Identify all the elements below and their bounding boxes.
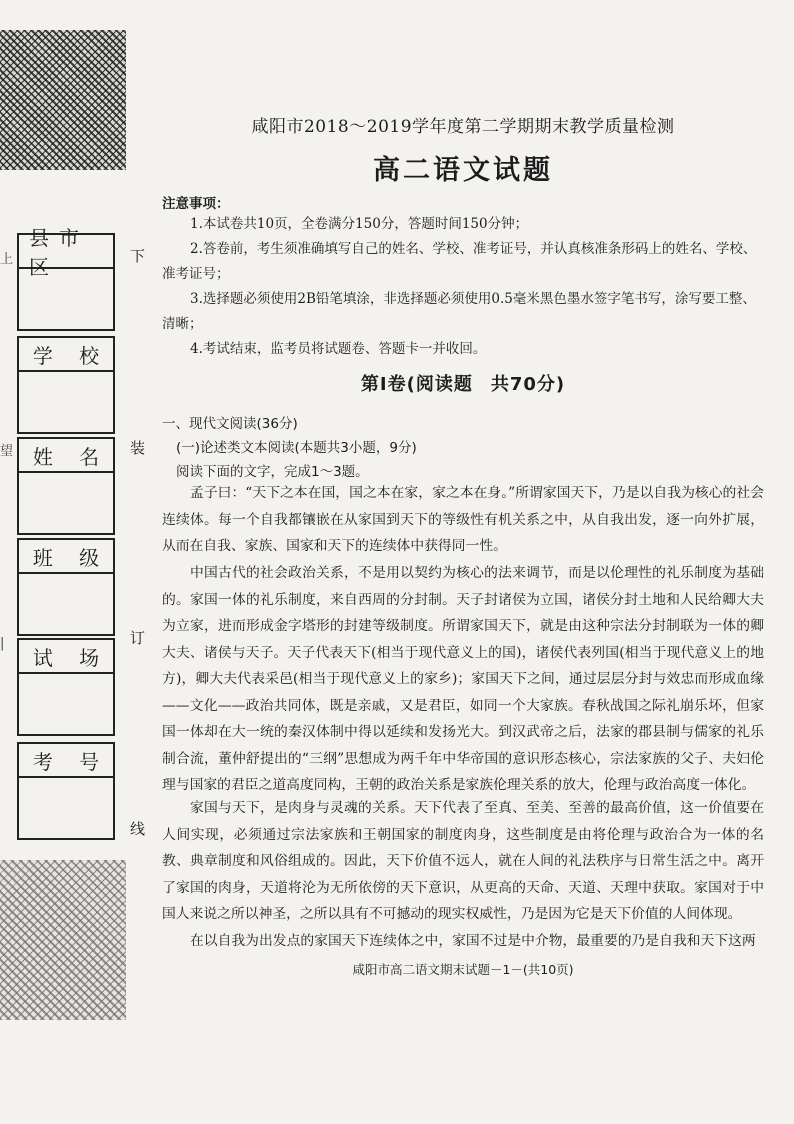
instruction: 阅读下面的文字，完成1～3题。 [176,464,369,480]
field-label: 试 场 [19,640,113,674]
binding-mark: 装 [130,439,146,457]
note-item: 2.答卷前，考生须准确填写自己的姓名、学校、准考证号，并认真核准条形码上的姓名、学校、准考证号； [162,241,757,282]
exam-title: 咸阳市2018～2019学年度第二学期期末教学质量检测 [251,117,675,137]
info-box-school [17,336,115,434]
passage-paragraph: 中国古代的社会政治关系，不是用以契约为核心的法来调节，而是以伦理性的礼乐制度为基础的。家国一体的礼乐制度，来自西周的分封制。天子封诸侯为立国，诸侯分封土地和人民给卿大夫为立家，进而形成金字塔形的封建等级制度。所谓家国天下，就是由这种宗法分封制联为一体的卿大夫、诸侯与天子。天子代表天下(相当于现代意义上的国)，诸侯代表列国(相当于现代意义上的地方)，卿大夫代表采邑(相当于现代意义上的家乡)；家国天下之间，通过层层分封与效忠而形成血缘——文化——政治共同体，既是亲戚，又是君臣，如同一个大家族。春秋战国之际礼崩乐坏，但家国一体却在大一统的秦汉体制中得以延续和发扬光大。到汉武帝之后，法家的郡县制与儒家的礼乐制合流，董仲舒提出的“三纲”思想成为两千年中华帝国的意识形态核心，宗法家族的父子、夫妇伦理与国家的君臣之道高度同构，王朝的政治关系是家族伦理关系的放大，伦理与政治高度一体化。 [162,565,764,793]
edge-mark: | [0,636,5,651]
edge-mark: 望 [0,444,14,459]
note-item: 4.考试结束，监考员将试题卷、答题卡一并收回。 [190,341,487,357]
field-label: 班 级 [19,540,113,574]
field-label: 姓 名 [19,439,113,473]
passage-paragraph: 在以自我为出发点的家国天下连续体之中，家国不过是中介物，最重要的乃是自我和天下这两 [190,933,756,949]
field-label: 县市区 [19,235,113,269]
info-box-district [17,226,115,331]
field-label: 学 校 [19,338,113,372]
binding-strip-pattern [0,30,126,170]
info-box-name [17,437,115,535]
part-heading: 一、现代文阅读(36分) [162,416,298,432]
section-score: 共70分) [490,374,566,395]
binding-mark: 订 [130,629,146,647]
page-footer: 咸阳市高二语文期末试题－1－(共10页) [352,962,574,977]
edge-mark: 上 [0,252,14,267]
field-label: 考 号 [19,744,113,778]
binding-mark: 下 [130,247,146,265]
subpart-heading: (一)论述类文本阅读(本题共3小题，9分) [176,440,417,456]
section-title: 第Ⅰ卷(阅读题 [360,374,473,395]
info-box-exam-number [17,742,115,840]
note-item: 3.选择题必须使用2B铅笔填涂，非选择题必须使用0.5毫米黑色墨水签字笔书写，涂写要工整、清晰； [162,291,756,332]
info-box-exam-room [17,638,115,736]
binding-mark: 线 [130,820,146,838]
note-item: 1.本试卷共10页，全卷满分150分，答题时间150分钟； [190,216,529,232]
passage-paragraph: 孟子曰：“天下之本在国，国之本在家，家之本在身。”所谓家国天下，乃是以自我为核心的社会连续体。每一个自我都镶嵌在从家国到天下的等级性有机关系之中，从自我出发，逐一向外扩展，从而在自我、家族、国家和天下的连续体中获得同一性。 [162,485,764,554]
notes-heading: 注意事项： [162,196,230,212]
passage-paragraph: 家国与天下，是肉身与灵魂的关系。天下代表了至真、至美、至善的最高价值，这一价值要在人间实现，必须通过宗法家族和王朝国家的制度肉身，这些制度是由将伦理与政治合为一体的名教、典章制度和风俗组成的。因此，天下价值不远人，就在人间的礼法秩序与日常生活之中。离开了家国的肉身，天道将沦为无所依傍的天下意识，从更高的天命、天道、天理中获取。家国对于中国人来说之所以神圣，之所以具有不可撼动的现实权威性，乃是因为它是天下价值的人间体现。 [162,800,764,922]
binding-strip-pattern-lower [0,860,126,1020]
paper-title: 高二语文试题 [373,155,553,186]
info-box-class [17,538,115,636]
section-heading [152,370,774,396]
